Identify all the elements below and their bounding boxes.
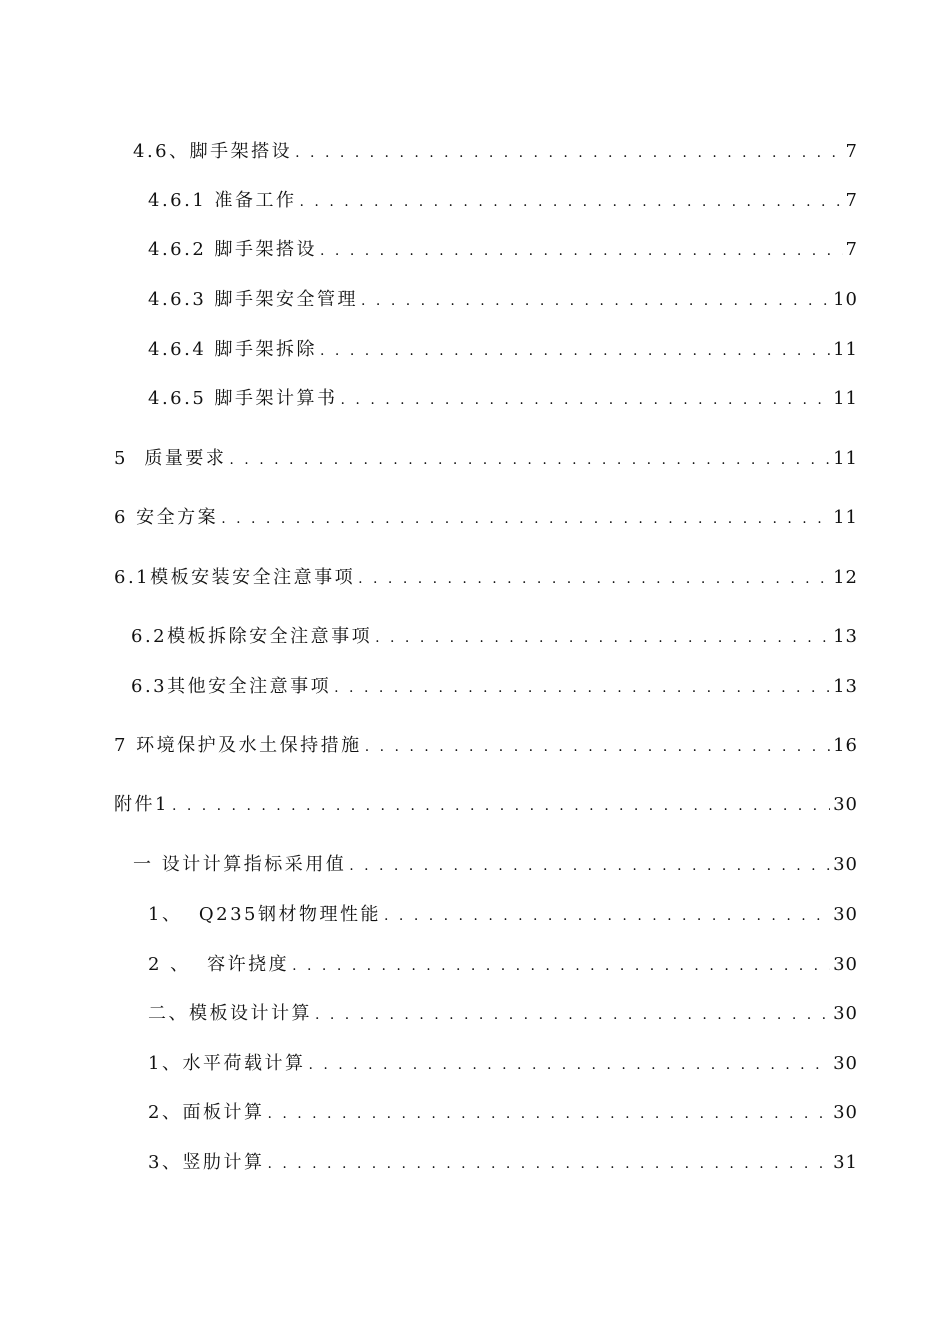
toc-dot-leader [267, 1099, 830, 1128]
toc-page-number: 13 [833, 626, 858, 647]
toc-dot-leader [267, 1149, 830, 1178]
toc-entry-label: 附件1 [114, 794, 169, 815]
toc-entry-label: 6 安全方案 [114, 507, 219, 528]
toc-entry[interactable] [131, 623, 858, 651]
toc-page-number: 11 [833, 448, 858, 469]
toc-entry-label: 4.6.2 脚手架搭设 [148, 239, 318, 260]
toc-dot-leader [365, 732, 830, 761]
toc-dot-leader [375, 623, 830, 652]
toc-dot-leader [341, 385, 831, 414]
toc-page-number: 11 [833, 388, 858, 409]
toc-entry[interactable] [148, 1149, 858, 1177]
toc-dot-leader [384, 901, 830, 930]
toc-entry-label: 2、面板计算 [148, 1102, 265, 1123]
toc-entry[interactable] [114, 445, 858, 473]
toc-page-number: 30 [833, 794, 858, 815]
toc-dot-leader [320, 236, 843, 265]
toc-entry-label: 4.6.5 脚手架计算书 [148, 388, 338, 409]
toc-page-number: 31 [833, 1152, 858, 1173]
toc-entry-label: 1、水平荷载计算 [148, 1053, 306, 1074]
toc-dot-leader [334, 673, 830, 702]
toc-entry-label: 3、竖肋计算 [148, 1152, 265, 1173]
toc-page-number: 30 [833, 954, 858, 975]
toc-dot-leader [300, 187, 843, 216]
toc-page-number: 30 [833, 854, 858, 875]
toc-dot-leader [172, 791, 830, 820]
toc-dot-leader [221, 504, 830, 533]
toc-page-number: 7 [845, 190, 858, 211]
toc-entry-label: 4.6.4 脚手架拆除 [148, 339, 318, 360]
toc-entry[interactable] [148, 336, 858, 364]
toc-entry[interactable] [148, 385, 858, 413]
toc-dot-leader [308, 1050, 830, 1079]
toc-dot-leader [358, 564, 830, 593]
toc-entry[interactable] [133, 851, 858, 879]
toc-page-number: 30 [833, 904, 858, 925]
toc-entry[interactable] [114, 564, 858, 592]
toc-page-number: 30 [833, 1053, 858, 1074]
toc-page-number: 30 [833, 1003, 858, 1024]
toc-entry-label: 5 质量要求 [114, 448, 227, 469]
toc-page-number: 7 [845, 239, 858, 260]
toc-entry[interactable] [148, 951, 858, 979]
toc-entry-label: 6.1模板安装安全注意事项 [114, 567, 356, 588]
toc-entry-label: 1、 Q235钢材物理性能 [148, 904, 382, 925]
toc-entry[interactable] [148, 1050, 858, 1078]
toc-entry[interactable] [148, 286, 858, 314]
toc-entry-label: 7 环境保护及水土保持措施 [114, 735, 362, 756]
toc-entry-label: 2 、 容许挠度 [148, 954, 290, 975]
toc-dot-leader [320, 336, 830, 365]
toc-entry-label: 一 设计计算指标采用值 [133, 854, 347, 875]
toc-dot-leader [295, 138, 842, 167]
toc-page-number: 30 [833, 1102, 858, 1123]
toc-page-number: 11 [833, 507, 858, 528]
toc-page-number: 10 [833, 289, 858, 310]
toc-entry[interactable] [148, 1099, 858, 1127]
toc-entry-label: 4.6.1 准备工作 [148, 190, 297, 211]
toc-page-number: 16 [833, 735, 858, 756]
toc-entry[interactable] [148, 1000, 858, 1028]
toc-entry[interactable] [148, 187, 858, 215]
toc-entry[interactable] [133, 138, 858, 166]
toc-page-number: 7 [845, 141, 858, 162]
toc-dot-leader [361, 286, 830, 315]
toc-entry[interactable] [114, 732, 858, 760]
toc-dot-leader [315, 1000, 830, 1029]
toc-entry-label: 6.3其他安全注意事项 [131, 676, 332, 697]
toc-entry-label: 二、模板设计计算 [148, 1003, 312, 1024]
toc-dot-leader [229, 445, 830, 474]
toc-page-number: 11 [833, 339, 858, 360]
toc-entry-label: 4.6.3 脚手架安全管理 [148, 289, 359, 310]
toc-entry-label: 6.2模板拆除安全注意事项 [131, 626, 373, 647]
toc-dot-leader [349, 851, 830, 880]
toc-entry[interactable] [114, 504, 858, 532]
toc-entry[interactable] [148, 901, 858, 929]
toc-entry[interactable] [114, 791, 858, 819]
toc-page-number: 13 [833, 676, 858, 697]
toc-dot-leader [292, 951, 830, 980]
toc-entry[interactable] [148, 236, 858, 264]
toc-entry-label: 4.6、脚手架搭设 [133, 141, 293, 162]
toc-entry[interactable] [131, 673, 858, 701]
toc-page-number: 12 [833, 567, 858, 588]
